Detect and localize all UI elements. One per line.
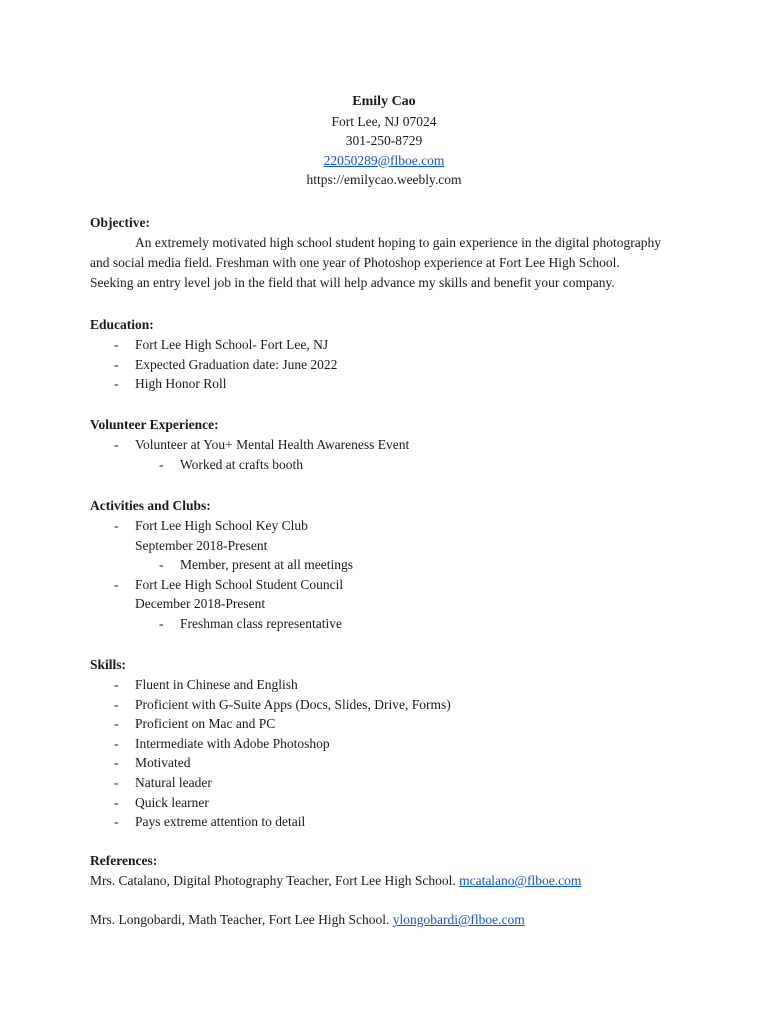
list-item: - Worked at crafts booth xyxy=(90,455,690,475)
skills-section xyxy=(90,655,690,832)
list-item: - Quick learner xyxy=(90,793,690,813)
reference-2 xyxy=(90,910,730,930)
applicant-phone: 301-250-8729 xyxy=(345,133,423,149)
club-detail: - Freshman class representative xyxy=(90,614,690,634)
education-section xyxy=(90,315,690,394)
list-item: - Pays extreme attention to detail xyxy=(90,812,690,832)
list-item: - Fort Lee High School- Fort Lee, NJ xyxy=(90,335,690,355)
club-name: - Fort Lee High School Key Club xyxy=(90,516,690,536)
list-item: - Natural leader xyxy=(90,773,690,793)
objective-line-1: An extremely motivated high school student hoping to gain experience in the digital photography xyxy=(135,235,662,250)
references-heading: References: xyxy=(90,853,158,868)
club-dates: December 2018-Present xyxy=(135,596,266,612)
volunteer-heading: Volunteer Experience: xyxy=(90,417,219,432)
list-item: - High Honor Roll xyxy=(90,374,690,394)
club-list xyxy=(90,575,690,595)
list-item: - Volunteer at You+ Mental Health Awareness Event xyxy=(90,435,690,455)
reference-2-email-link[interactable]: ylongobardi@flboe.com xyxy=(392,912,525,927)
volunteer-section xyxy=(90,415,690,474)
education-heading: Education: xyxy=(90,317,154,332)
applicant-email-link[interactable]: 22050289@flboe.com xyxy=(323,152,445,168)
education-list xyxy=(90,335,690,394)
volunteer-list xyxy=(90,435,690,455)
reference-1-text: Mrs. Catalano, Digital Photography Teacher, Fort Lee High School. xyxy=(90,873,456,888)
volunteer-sub-list xyxy=(90,455,690,475)
list-item: - Proficient with G-Suite Apps (Docs, Slides, Drive, Forms) xyxy=(90,695,690,715)
reference-2-text: Mrs. Longobardi, Math Teacher, Fort Lee High School. xyxy=(90,912,390,927)
objective-line-3: Seeking an entry level job in the field that will help advance my skills and benefit your company. xyxy=(90,275,615,290)
resume-header xyxy=(0,92,768,190)
skills-list xyxy=(90,675,690,832)
applicant-location: Fort Lee, NJ 07024 xyxy=(331,113,437,129)
list-item: - Intermediate with Adobe Photoshop xyxy=(90,734,690,754)
club-list xyxy=(90,516,690,536)
club-name: - Fort Lee High School Student Council xyxy=(90,575,690,595)
references-section xyxy=(90,851,730,930)
club-dates: September 2018-Present xyxy=(135,537,268,553)
club-detail: - Member, present at all meetings xyxy=(90,555,690,575)
skills-heading: Skills: xyxy=(90,657,127,672)
activities-heading: Activities and Clubs: xyxy=(90,498,211,513)
list-item: - Expected Graduation date: June 2022 xyxy=(90,355,690,375)
objective-section xyxy=(90,213,690,293)
objective-line-2: and social media field. Freshman with one year of Photoshop experience at Fort Lee High School. xyxy=(90,255,620,270)
list-item: - Proficient on Mac and PC xyxy=(90,714,690,734)
list-item: - Motivated xyxy=(90,753,690,773)
list-item: - Fluent in Chinese and English xyxy=(90,675,690,695)
activities-section xyxy=(90,496,690,634)
applicant-name: Emily Cao xyxy=(352,94,416,109)
club-detail-list xyxy=(90,614,690,634)
club-detail-list xyxy=(90,555,690,575)
applicant-website: https://emilycao.weebly.com xyxy=(306,172,462,188)
reference-1 xyxy=(90,871,730,891)
reference-1-email-link[interactable]: mcatalano@flboe.com xyxy=(459,873,582,888)
objective-heading: Objective: xyxy=(90,215,150,230)
